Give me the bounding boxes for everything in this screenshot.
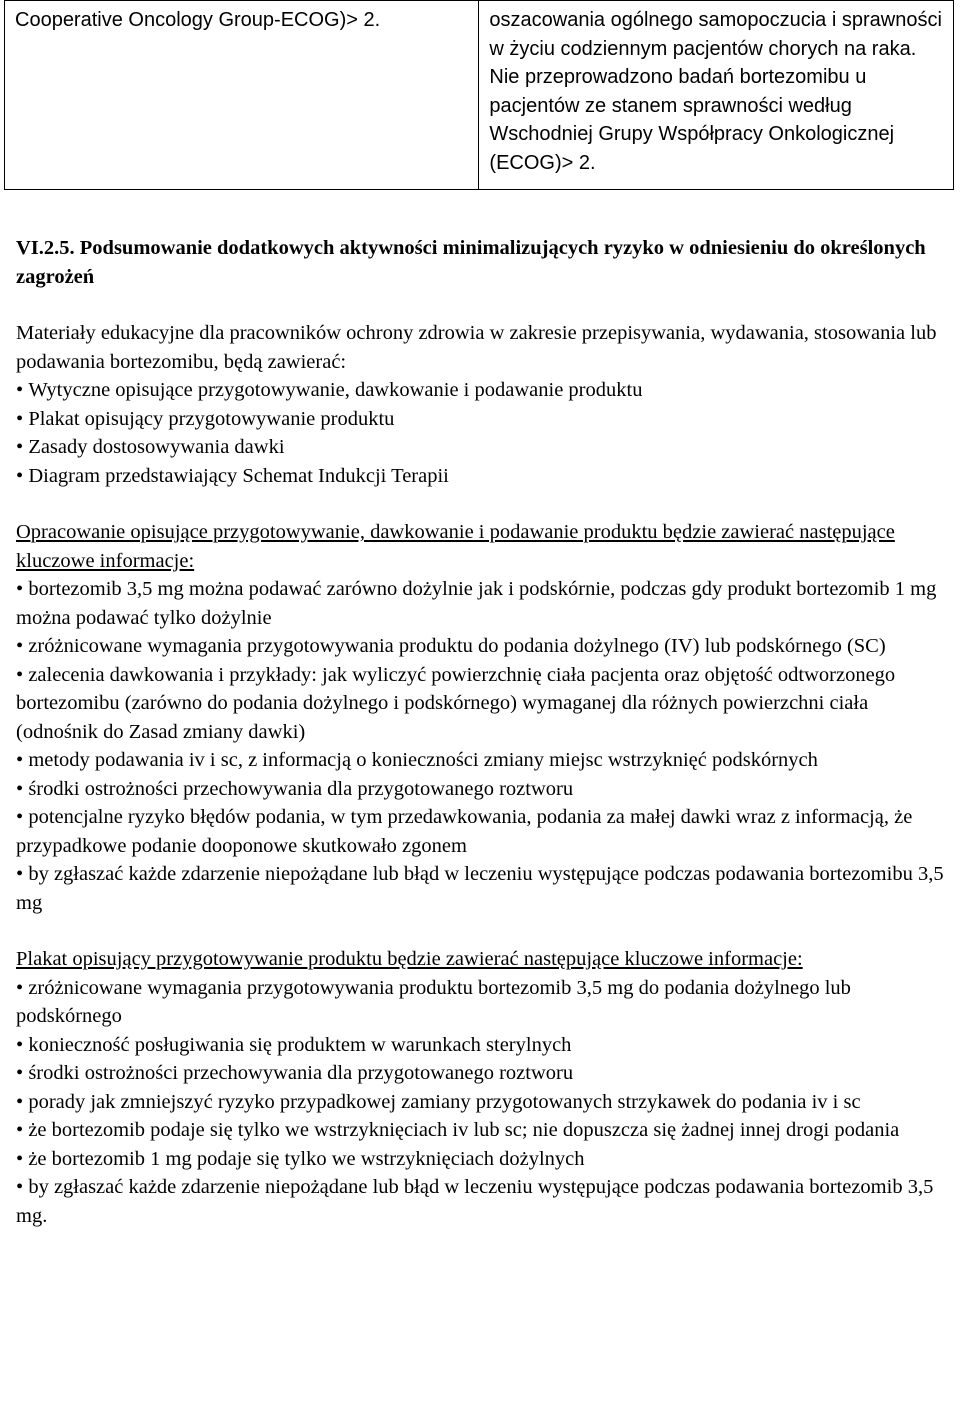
- list-item: • by zgłaszać każde zdarzenie niepożądane lub błąd w leczeniu występujące podczas podawania bortezomib 3,5 mg.: [16, 1173, 952, 1230]
- table-cell-right: oszacowania ogólnego samopoczucia i sprawności w życiu codziennym pacjentów chorych na raka. Nie przeprowadzono badań bortezomibu u pacjentów ze stanem sprawności według Wschodniej Grupy Współpracy Onkologicznej (ECOG)> 2.: [479, 1, 954, 190]
- table: [4, 0, 954, 190]
- list-item: • Wytyczne opisujące przygotowywanie, dawkowanie i podawanie produktu: [16, 376, 952, 405]
- list-item: • zalecenia dawkowania i przykłady: jak wyliczyć powierzchnię ciała pacjenta oraz objętość odtworzonego bortezomibu (zarówno do podania dożylnego i podskórnego) wymaganej dla różnych powierzchni ciała (odnośnik do Zasad zmiany dawki): [16, 661, 952, 747]
- list-item: • potencjalne ryzyko błędów podania, w tym przedawkowania, podania za małej dawki wraz z informacją, że przypadkowe podanie dooponowe skutkowało zgonem: [16, 803, 952, 860]
- list-item: • Zasady dostosowywania dawki: [16, 433, 952, 462]
- list-item: • Diagram przedstawiający Schemat Indukcji Terapii: [16, 462, 952, 491]
- guide-section: [16, 518, 952, 917]
- list-item: • środki ostrożności przechowywania dla przygotowanego roztworu: [16, 1059, 952, 1088]
- guide-heading: Opracowanie opisujące przygotowywanie, dawkowanie i podawanie produktu będzie zawierać następujące kluczowe informacje:: [16, 521, 895, 572]
- list-item: • że bortezomib 1 mg podaje się tylko we wstrzyknięciach dożylnych: [16, 1145, 952, 1174]
- list-item: • porady jak zmniejszyć ryzyko przypadkowej zamiany przygotowanych strzykawek do podania iv i sc: [16, 1088, 952, 1117]
- poster-heading: Plakat opisujący przygotowywanie produktu będzie zawierać następujące kluczowe informacje:: [16, 948, 803, 970]
- poster-list: [16, 974, 952, 1231]
- materials-list: [16, 376, 952, 490]
- list-item: • metody podawania iv i sc, z informacją o konieczności zmiany miejsc wstrzyknięć podskórnych: [16, 746, 952, 775]
- intro-paragraph: Materiały edukacyjne dla pracowników ochrony zdrowia w zakresie przepisywania, wydawania, stosowania lub podawania bortezomibu, będą zawierać:: [16, 322, 937, 373]
- list-item: • środki ostrożności przechowywania dla przygotowanego roztworu: [16, 775, 952, 804]
- list-item: • bortezomib 3,5 mg można podawać zarówno dożylnie jak i podskórnie, podczas gdy produkt bortezomib 1 mg można podawać tylko dożylnie: [16, 575, 952, 632]
- list-item: • zróżnicowane wymagania przygotowywania produktu do podania dożylnego (IV) lub podskórnego (SC): [16, 632, 952, 661]
- table-cell-left: Cooperative Oncology Group-ECOG)> 2.: [5, 1, 479, 190]
- continuation-table: [4, 0, 954, 190]
- guide-list: [16, 575, 952, 917]
- table-row: [5, 1, 954, 190]
- list-item: • konieczność posługiwania się produktem w warunkach sterylnych: [16, 1031, 952, 1060]
- document-body: [16, 234, 952, 1230]
- list-item: • zróżnicowane wymagania przygotowywania produktu bortezomib 3,5 mg do podania dożylnego lub podskórnego: [16, 974, 952, 1031]
- list-item: • Plakat opisujący przygotowywanie produktu: [16, 405, 952, 434]
- section-heading: VI.2.5. Podsumowanie dodatkowych aktywności minimalizujących ryzyko w odniesieniu do określonych zagrożeń: [16, 237, 926, 288]
- list-item: • by zgłaszać każde zdarzenie niepożądane lub błąd w leczeniu występujące podczas podawania bortezomibu 3,5 mg: [16, 860, 952, 917]
- list-item: • że bortezomib podaje się tylko we wstrzyknięciach iv lub sc; nie dopuszcza się żadnej innej drogi podania: [16, 1116, 952, 1145]
- poster-section: [16, 945, 952, 1230]
